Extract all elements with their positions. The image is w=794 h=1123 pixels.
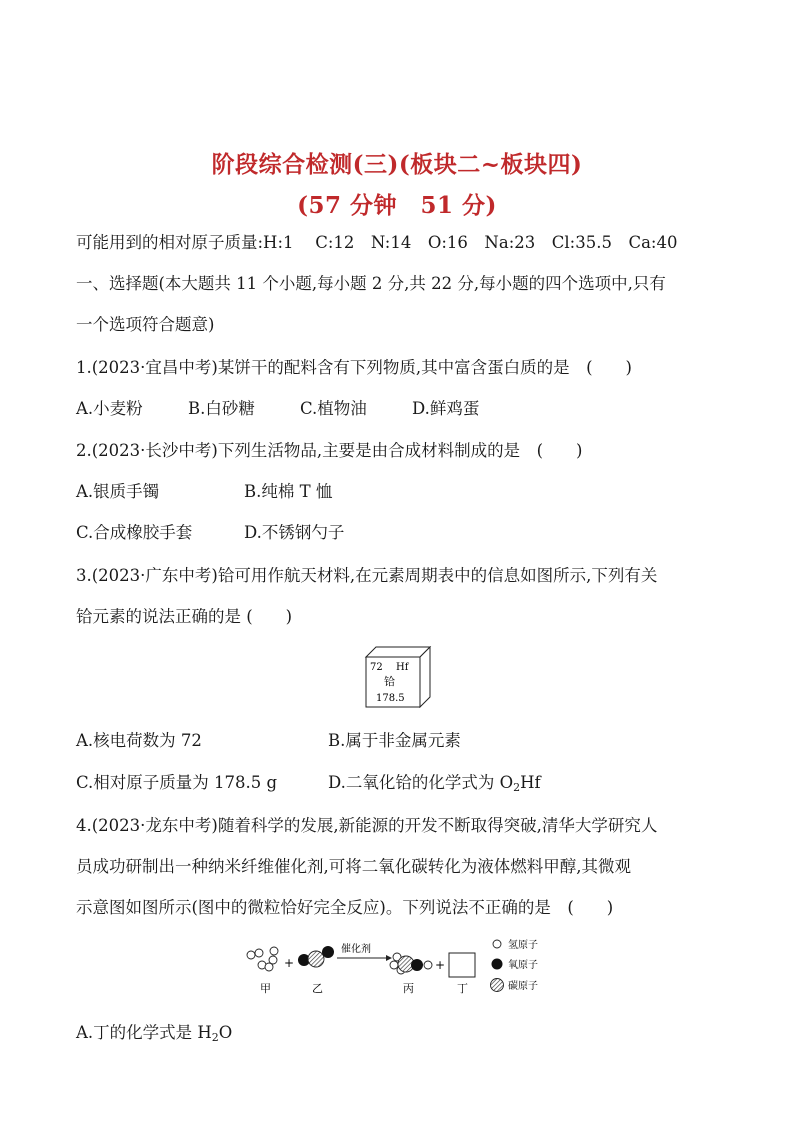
label-bing: 丙 — [403, 982, 414, 995]
atomic-masses: 可能用到的相对原子质量:H:1 C:12 N:14 O:16 Na:23 Cl:35.5 Ca:40 — [76, 233, 678, 252]
q2-option-b: B.纯棉 T 恤 — [244, 482, 333, 501]
q4-option-a-tail: O — [218, 1023, 233, 1042]
reaction-diagram — [240, 934, 560, 998]
legend-hydrogen-icon — [493, 940, 501, 948]
element-number: 72 — [370, 662, 383, 673]
q4-option-a — [76, 1022, 232, 1049]
q1-option-d: D.鲜鸡蛋 — [412, 399, 480, 418]
q3-option-d — [328, 772, 541, 799]
q1-option-c: C.植物油 — [300, 399, 367, 418]
plus-sign-1: + — [284, 956, 295, 970]
q4-option-a-text: A.丁的化学式是 H — [76, 1023, 212, 1042]
q3-option-d-text: D.二氧化铪的化学式为 O — [328, 773, 514, 792]
element-name: 铪 — [384, 675, 395, 688]
element-symbol: Hf — [396, 662, 409, 673]
q3-option-a: A.核电荷数为 72 — [76, 731, 202, 750]
plus-sign-2: + — [435, 958, 446, 972]
molecule-yi — [298, 946, 334, 967]
reaction-arrow-head — [386, 955, 392, 961]
element-mass: 178.5 — [376, 693, 405, 704]
q1-option-a: A.小麦粉 — [76, 399, 143, 418]
question-3-stem-line1: 3.(2023·广东中考)铪可用作航天材料,在元素周期表中的信息如图所示,下列有关 — [76, 566, 658, 585]
q2-option-d: D.不锈钢勺子 — [244, 523, 345, 542]
label-yi: 乙 — [312, 982, 323, 995]
molecule-bing — [390, 953, 432, 974]
legend-hydrogen: 氢原子 — [508, 940, 538, 951]
q3-option-c: C.相对原子质量为 178.5 g — [76, 773, 278, 792]
catalyst-label: 催化剂 — [341, 944, 371, 955]
question-4-stem-line3: 示意图如图所示(图中的微粒恰好完全反应)。下列说法不正确的是 ( ) — [76, 898, 614, 917]
page-subtitle: (57 分钟 51 分) — [297, 192, 497, 219]
legend-carbon-icon — [491, 979, 504, 992]
box-ding — [449, 953, 475, 977]
label-jia: 甲 — [260, 982, 271, 995]
q3-option-d-subscript: 2 — [513, 781, 521, 794]
page-title: 阶段综合检测(三)(板块二~板块四) — [211, 151, 583, 178]
question-3-stem-line2: 铪元素的说法正确的是 ( ) — [76, 607, 293, 626]
question-1-stem: 1.(2023·宜昌中考)某饼干的配料含有下列物质,其中富含蛋白质的是 ( ) — [76, 358, 632, 377]
legend-oxygen: 氧原子 — [508, 960, 538, 971]
question-4-stem-line2: 员成功研制出一种纳米纤维催化剂,可将二氧化碳转化为液体燃料甲醇,其微观 — [76, 857, 631, 876]
question-4-stem-line1: 4.(2023·龙东中考)随着科学的发展,新能源的开发不断取得突破,清华大学研究人 — [76, 816, 658, 835]
molecule-jia — [247, 947, 278, 971]
q3-option-d-tail: Hf — [520, 773, 541, 792]
q2-option-c: C.合成橡胶手套 — [76, 523, 193, 542]
section-heading-line1: 一、选择题(本大题共 11 个小题,每小题 2 分,共 22 分,每小题的四个选项中,只有 — [76, 274, 666, 293]
section-heading-line2: 一个选项符合题意) — [76, 315, 215, 334]
q2-option-a: A.银质手镯 — [76, 482, 160, 501]
q4-option-a-subscript: 2 — [211, 1031, 219, 1044]
label-ding: 丁 — [457, 982, 468, 995]
legend-carbon: 碳原子 — [508, 981, 538, 992]
q3-option-b: B.属于非金属元素 — [328, 731, 461, 750]
question-2-stem: 2.(2023·长沙中考)下列生活物品,主要是由合成材料制成的是 ( ) — [76, 441, 583, 460]
legend-oxygen-icon — [492, 959, 503, 970]
q1-option-b: B.白砂糖 — [188, 399, 255, 418]
element-card-figure — [364, 646, 432, 708]
